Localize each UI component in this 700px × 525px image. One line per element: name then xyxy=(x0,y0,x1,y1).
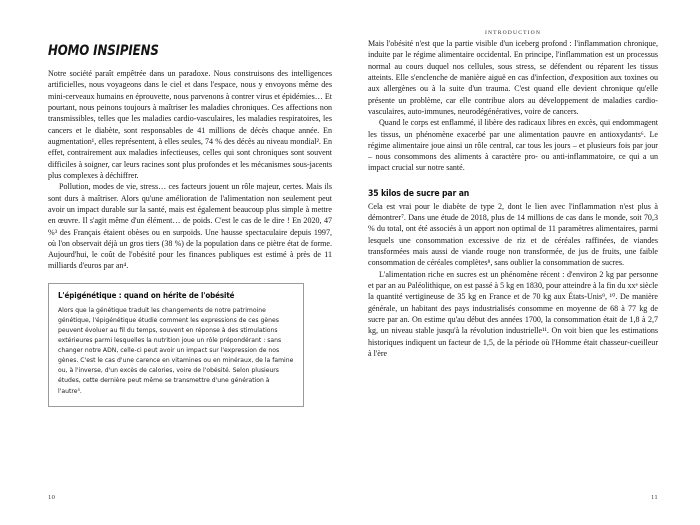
page-number-left: 10 xyxy=(48,494,56,501)
paragraph: Pollution, modes de vie, stress… ces facteurs jouent un rôle majeur, certes. Mais ils sont durs à maîtriser. Alors qu'une amélioration de l'alimentation non seulement peut avoir un impact durable sur la santé, mais est également beaucoup plus simple à mettre en œuvre. Il s'agit même d'un élément… de poids. C'est le cas de le dire ! En 2020, 47 %³ des Français étaient obèses ou en surpoids. Une hausse spectaculaire depuis 1997, où l'on observait déjà un gros tiers (38 %) de la population dans ce piètre état de forme. Aujourd'hui, le coût de l'obésité pour les finances publiques est estimé à près de 11 milliards d'euros par an⁴. xyxy=(48,182,332,271)
sidebar-callout-title: L'épigénétique : quand on hérite de l'obésité xyxy=(58,290,235,300)
sidebar-callout-box xyxy=(48,283,304,407)
left-page-body xyxy=(48,68,332,272)
section-subheading: 35 kilos de sucre par an xyxy=(368,188,470,199)
paragraph: Quand le corps est enflammé, il libère des radicaux libres en excès, qui endommagent les tissus, un phénomène exacerbé par une alimentation pauvre en antioxydants⁶. Le régime alimentaire joue ainsi un rôle central, car tous les jours – et plusieurs fois par jour – nous consommons des aliments à caractère pro- ou anti-inflammatoire, ce qui a un impact crucial sur notre santé. xyxy=(368,118,658,173)
paragraph: L'alimentation riche en sucres est un phénomène récent : d'environ 2 kg par personne et par an au Paléolithique, on est passé à 5 kg en 1830, pour atteindre à la fin du xxᵉ siècle la quantité vertigineuse de 35 kg en France et de 70 kg aux États-Unis⁹, ¹⁰. De manière générale, un habitant des pays industrialisés consomme en moyenne de 68 à 77 kg de sucre par an. On estime qu'au début des années 1700, la consommation était de 1,8 à 2,7 kg, un niveau stable jusqu'à la révolution industrielle¹¹. On voit bien que les estimations historiques indiquent un facteur de 1,5, de la période où l'Homme était chasseur-cueilleur à l'ère xyxy=(368,269,658,358)
page-number-right: 11 xyxy=(651,494,658,501)
paragraph: Cela est vrai pour le diabète de type 2, dont le lien avec l'inflammation n'est plus à démontrer⁷. Dans une étude de 2018, plus de 14 millions de cas dans le monde, soit 70,3 % du total, ont été associés à un apport non optimal de 11 paramètres alimentaires, parmi lesquels une consommation excessive de riz et de céréales raffinées, de viandes transformées mais aussi de viande rouge non transformée, de jus de fruits, une faible consommation de céréales complètes⁸, sans oublier la consommation de sucres. xyxy=(368,201,658,268)
paragraph: Notre société paraît empêtrée dans un paradoxe. Nous construisons des intelligences artificielles, nous voyageons dans le ciel et dans l'espace, nous y envoyons même des mini-cerveaux humains en éprouvette, nous parvenons à contrer virus et épidémies… Et pourtant, nous peinons toujours à maîtriser les maladies chroniques. Ces affections non transmissibles, telles que les maladies cardio-vasculaires, les maladies respiratoires, les cancers et le diabète, sont responsables de 41 millions de décès chaque année. En augmentation¹, elles représentent, à elles seules, 74 % des décès au niveau mondial². En effet, contrairement aux maladies infectieuses, celles qui sont chroniques sont souvent difficiles à soigner, car leurs racines sont plus profondes et les mécanismes sous-jacents plus complexes à déchiffrer. xyxy=(48,69,332,180)
right-page-body xyxy=(368,38,658,359)
sidebar-callout-text: Alors que la génétique traduit les changements de notre patrimoine génétique, l'épigénétique étudie comment les expressions de ces gènes peuvent évoluer au fil du temps, souvent en réponse à des stimulations extérieures parmi lesquelles la nutrition joue un rôle prépondérant : sans changer notre ADN, celle-ci peut avoir un impact sur l'expression de nos gènes. C'est le cas d'une carence en vitamines ou en minéraux, de la famine ou, à l'inverse, d'un excès de calories, voire de l'obésité. Selon plusieurs études, cette dernière peut même se transmettre d'une génération à l'autre⁵. xyxy=(58,306,294,395)
running-head-right: INTRODUCTION xyxy=(484,30,542,36)
right-page xyxy=(350,0,700,525)
page-title: HOMO INSIPIENS xyxy=(48,43,159,59)
paragraph: Mais l'obésité n'est que la partie visible d'un iceberg profond : l'inflammation chronique, induite par le régime alimentaire occidental. En principe, l'inflammation est un processus normal au cours duquel nos cellules, sous stress, se défendent ou réparent les tissus atteints. Elle s'enclenche de manière aiguë en cas d'infection, d'exposition aux toxines ou aux allergènes ou à la suite d'un trauma. C'est quand elle devient chronique qu'elle présente un problème, car elle contribue alors au développement de maladies cardio-vasculaires, auto-immunes, neurodégénératives, voire de cancers. xyxy=(368,39,658,116)
